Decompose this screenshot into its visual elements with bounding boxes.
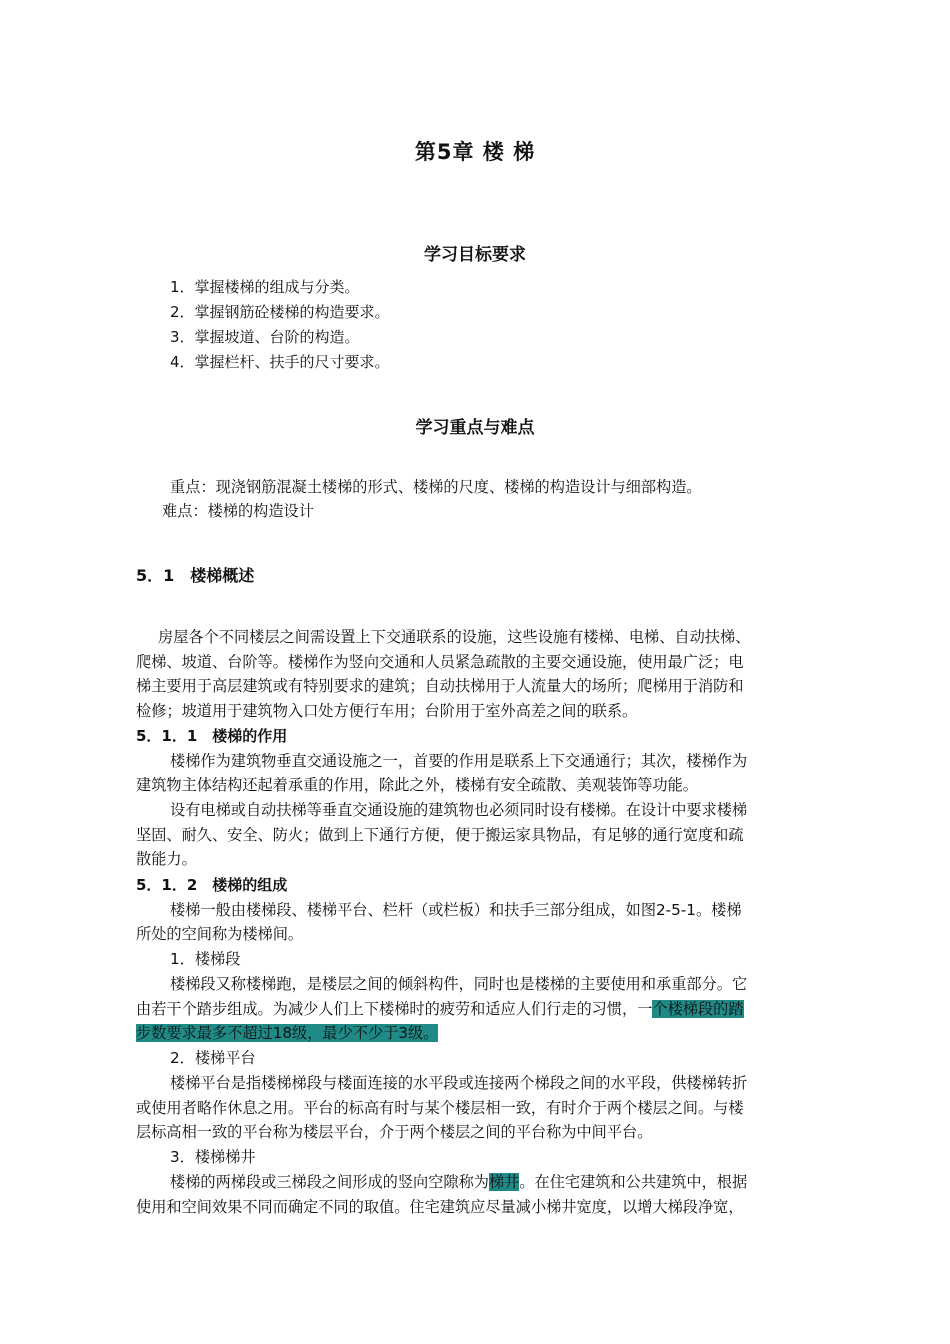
highlighted-text: 个楼梯段的踏 [652, 1000, 744, 1018]
difficulty-text: 难点：楼梯的构造设计 [162, 502, 314, 520]
paragraph-line: 梯主要用于高层建筑或有特别要求的建筑；自动扶梯用于人流量大的场所；爬梯用于消防和 [136, 677, 744, 695]
objective-item: 4．掌握栏杆、扶手的尺寸要求。 [170, 353, 390, 371]
paragraph-line: 爬梯、坡道、台阶等。楼梯作为竖向交通和人员紧急疏散的主要交通设施，使用最广泛；电 [136, 653, 744, 671]
objective-item: 3．掌握坡道、台阶的构造。 [170, 328, 360, 346]
paragraph-line: 或使用者略作休息之用。平台的标高有时与某个楼层相一致，有时介于两个楼层之间。与楼 [136, 1099, 744, 1117]
paragraph-line: 楼梯作为建筑物垂直交通设施之一，首要的作用是联系上下交通通行；其次，楼梯作为 [170, 752, 748, 770]
focus-text: 重点：现浇钢筋混凝土楼梯的形式、楼梯的尺度、楼梯的构造设计与细部构造。 [170, 478, 702, 496]
section-5-1-1-heading: 5．1．1 楼梯的作用 [136, 727, 288, 745]
plain-text: 楼梯的两梯段或三梯段之间形成的竖向空隙称为 [170, 1173, 489, 1191]
section-5-1-heading: 5．1 楼梯概述 [136, 566, 255, 585]
paragraph-line: 检修；坡道用于建筑物入口处方便行车用；台阶用于室外高差之间的联系。 [136, 702, 638, 720]
paragraph-line: 坚固、耐久、安全、防火；做到上下通行方便，便于搬运家具物品，有足够的通行宽度和疏 [136, 826, 744, 844]
paragraph-line [170, 1171, 747, 1192]
paragraph-line [136, 1022, 438, 1043]
paragraph-line: 设有电梯或自动扶梯等垂直交通设施的建筑物也必须同时设有楼梯。在设计中要求楼梯 [170, 801, 748, 819]
chapter-title: 第5章 楼 梯 [414, 140, 536, 164]
objective-item: 1．掌握楼梯的组成与分类。 [170, 278, 360, 296]
item-title: 2．楼梯平台 [170, 1049, 256, 1067]
plain-text: 。在住宅建筑和公共建筑中，根据 [519, 1173, 748, 1191]
plain-text: 由若干个踏步组成。为减少人们上下楼梯时的疲劳和适应人们行走的习惯，一 [136, 1000, 653, 1018]
paragraph-line: 楼梯段又称楼梯跑，是楼层之间的倾斜构件，同时也是楼梯的主要使用和承重部分。它 [170, 975, 748, 993]
item-title: 3．楼梯梯井 [170, 1148, 256, 1166]
objective-item: 2．掌握钢筋砼楼梯的构造要求。 [170, 303, 390, 321]
item-title: 1．楼梯段 [170, 950, 241, 968]
paragraph-line: 散能力。 [136, 850, 197, 868]
section-5-1-2-heading: 5．1．2 楼梯的组成 [136, 876, 288, 894]
paragraph-line: 使用和空间效果不同而确定不同的取值。住宅建筑应尽量减小梯井宽度，以增大梯段净宽， [136, 1198, 744, 1216]
paragraph-line: 所处的空间称为楼梯间。 [136, 925, 304, 943]
paragraph-line: 房屋各个不同楼层之间需设置上下交通联系的设施，这些设施有楼梯、电梯、自动扶梯、 [158, 628, 751, 646]
paragraph-line: 楼梯一般由楼梯段、楼梯平台、栏杆（或栏板）和扶手三部分组成，如图2-5-1。楼梯 [170, 901, 742, 919]
key-points-heading: 学习重点与难点 [415, 418, 535, 438]
paragraph-line: 建筑物主体结构还起着承重的作用，除此之外，楼梯有安全疏散、美观装饰等功能。 [136, 776, 698, 794]
paragraph-line: 楼梯平台是指楼梯梯段与楼面连接的水平段或连接两个梯段之间的水平段，供楼梯转折 [170, 1074, 748, 1092]
paragraph-line: 层标高相一致的平台称为楼层平台，介于两个楼层之间的平台称为中间平台。 [136, 1123, 653, 1141]
paragraph-line [136, 998, 744, 1019]
objectives-heading: 学习目标要求 [424, 245, 526, 265]
highlighted-text: 梯井 [488, 1173, 520, 1191]
highlighted-text: 步数要求最多不超过18级，最少不少于3级。 [136, 1024, 439, 1042]
